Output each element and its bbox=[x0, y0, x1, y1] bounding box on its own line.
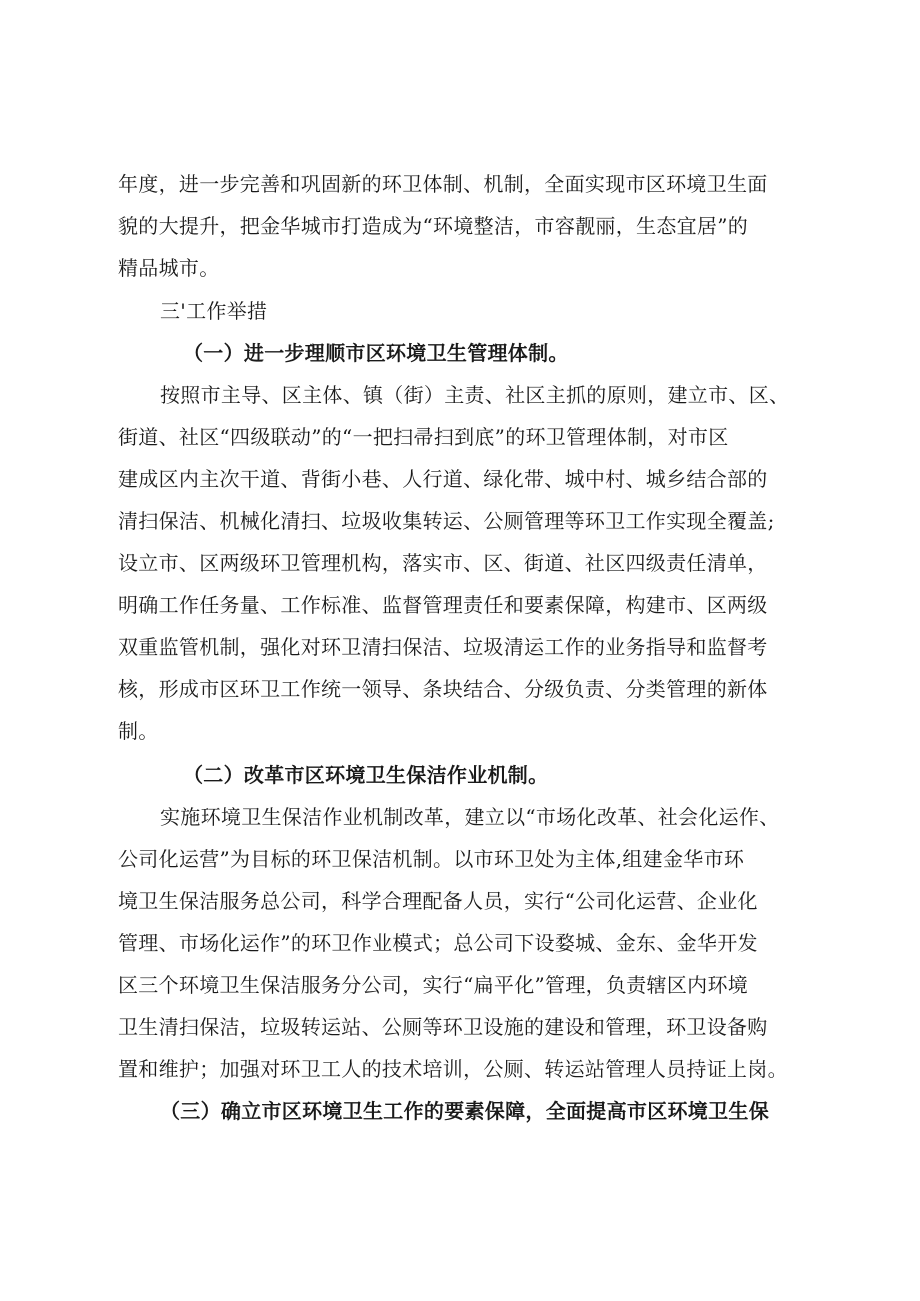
intro-line: 精品城市。 bbox=[118, 256, 220, 280]
subsection-heading-2: （二）改革市区环境卫生保洁作业机制。 bbox=[183, 763, 549, 787]
paragraph-line: 公司化运营”为目标的环卫保洁机制。以市环卫处为主体,组建金华市环 bbox=[118, 847, 745, 871]
paragraph-line: 按照市主导、区主体、镇（街）主责、社区主抓的原则，建立市、区、 bbox=[160, 383, 790, 407]
paragraph-line: 制。 bbox=[118, 719, 159, 743]
intro-line: 年度，进一步完善和巩固新的环卫体制、机制，全面实现市区环境卫生面 bbox=[118, 172, 768, 196]
paragraph-line: 明确工作任务量、工作标准、监督管理责任和要素保障，构建市、区两级 bbox=[118, 593, 768, 617]
paragraph-line: 双重监管机制，强化对环卫清扫保洁、垃圾清运工作的业务指导和监督考 bbox=[118, 635, 768, 659]
paragraph-line: 建成区内主次干道、背街小巷、人行道、绿化带、城中村、城乡结合部的 bbox=[118, 467, 768, 491]
paragraph-line: 置和维护；加强对环卫工人的技术培训，公厕、转运站管理人员持证上岗。 bbox=[118, 1057, 788, 1081]
paragraph-line: 核，形成市区环卫工作统一领导、条块结合、分级负责、分类管理的新体 bbox=[118, 677, 768, 701]
paragraph-line: 清扫保洁、机械化清扫、垃圾收集转运、公厕管理等环卫工作实现全覆盖; bbox=[118, 509, 775, 533]
paragraph-line: 境卫生保洁服务总公司，科学合理配备人员，实行“公司化运营、企业化 bbox=[118, 889, 758, 913]
subsection-heading-3: （三）确立市区环境卫生工作的要素保障，全面提高市区环境卫生保 bbox=[160, 1099, 769, 1123]
section-heading: 三'工作举措 bbox=[160, 299, 268, 323]
paragraph-line: 区三个环境卫生保洁服务分公司，实行“扁平化”管理，负责辖区内环境 bbox=[118, 973, 749, 997]
paragraph-line: 设立市、区两级环卫管理机构，落实市、区、街道、社区四级责任清单， bbox=[118, 551, 768, 575]
paragraph-line: 卫生清扫保洁，垃圾转运站、公厕等环卫设施的建设和管理，环卫设备购 bbox=[118, 1015, 768, 1039]
paragraph-line: 实施环境卫生保洁作业机制改革，建立以“市场化改革、社会化运作、 bbox=[160, 805, 780, 829]
paragraph-line: 管理、市场化运作”的环卫作业模式；总公司下设婺城、金东、金华开发 bbox=[118, 931, 758, 955]
subsection-heading-1: （一）进一步理顺市区环境卫生管理体制。 bbox=[183, 341, 569, 365]
intro-line: 貌的大提升，把金华城市打造成为“环境整洁，市容靓丽，生态宜居”的 bbox=[118, 214, 749, 238]
paragraph-line: 街道、社区“四级联动”的“一把扫帚扫到底”的环卫管理体制，对市区 bbox=[118, 425, 729, 449]
